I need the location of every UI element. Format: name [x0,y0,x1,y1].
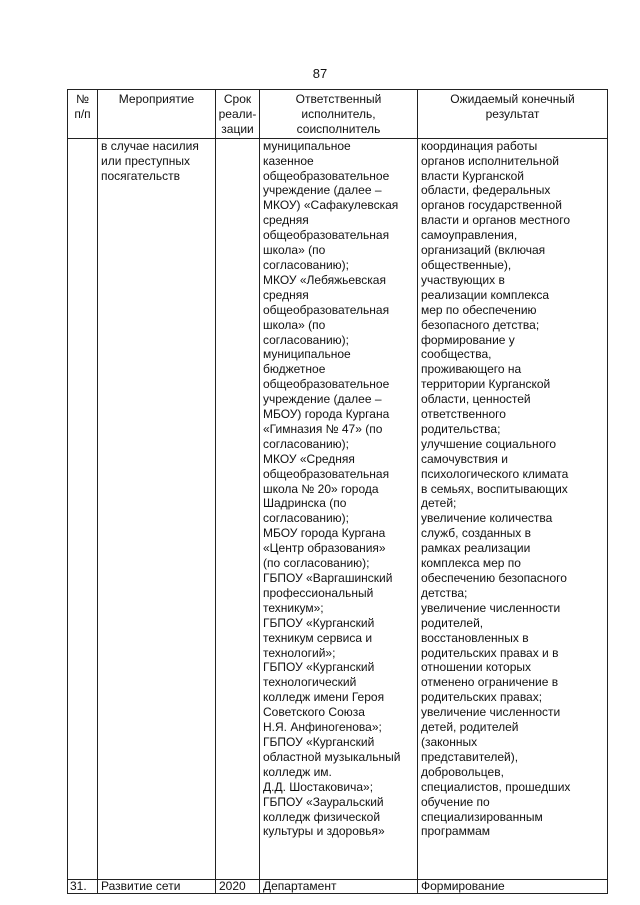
text-line: рамках реализации [421,541,531,556]
text-line: школа» (по [263,243,326,258]
text-line: психологического климата [421,466,569,481]
cell-result: Формирование [418,879,608,893]
text-line: координация работы [421,138,538,153]
text-line: территории Курганской [421,377,551,392]
text-line: (законных [421,734,478,749]
cell-responsible [260,138,418,879]
text-line: специалистов, прошедших [421,779,571,794]
text-line: области, федеральных [421,183,551,198]
text-line: ГБПОУ «Курганский [263,615,375,630]
text-line: восстановленных в [421,630,529,645]
text-line: представителей), [421,749,519,764]
text-line: родителей, [421,615,484,630]
text-line: в семьях, воспитывающих [421,481,568,496]
text-line: профессиональный [263,585,374,600]
measures-table [67,89,608,894]
text-line: детей; [421,496,457,511]
text-line: самочувствия и [421,451,508,466]
text-line: самоуправления, [421,228,518,243]
text-line: общеобразовательная [263,466,390,481]
text-line: МКОУ «Средняя [263,451,355,466]
header-number [68,90,98,139]
text-line: муниципальное [263,138,351,153]
text-line: общеобразовательное [263,377,390,392]
text-line: органов государственной [421,198,562,213]
text-line: культуры и здоровья» [263,824,385,839]
text-line: Шадринска (по [263,496,347,511]
text-line: Ответственный [295,92,382,106]
text-line: ГБПОУ «Курганский [263,660,375,675]
text-line: мер по обеспечению [421,302,537,317]
text-line: техникум»; [263,600,324,615]
text-line: (по согласованию); [263,556,370,571]
text-line: обеспечению безопасного [421,571,567,585]
cell-event: Развитие сети [98,879,216,893]
text-line: добровольцев, [421,764,504,779]
text-line: детей, родителей [421,720,519,735]
text-line: увеличение численности [421,600,561,615]
text-line: Советского Союза [263,705,365,720]
text-line: комплекса мер по [421,556,521,571]
text-line: общественные), [421,257,512,272]
text-line: обучение по [421,794,490,809]
cell-number [68,138,98,879]
text-line: реализации комплекса [421,287,550,302]
table-header-row [68,90,608,139]
header-responsible [260,90,418,139]
text-line: учреждение (далее – [263,392,382,407]
text-line: ответственного [421,407,506,422]
text-line: улучшение социального [421,436,557,451]
text-line: Мероприятие [118,92,195,106]
cell-term: 2020 [216,879,260,893]
text-line: родительских правах и в [421,645,559,660]
text-line: проживающего на [421,362,522,377]
text-line: формирование у [421,332,515,347]
text-line: Срок [223,92,252,106]
text-line: соисполнитель [296,121,381,136]
cell-event [98,138,216,879]
text-line: увеличение численности [421,705,561,720]
text-line: МКОУ) «Сафакулевская [263,198,399,213]
text-line: п/п [74,106,91,121]
text-line: власти и органов местного [421,213,570,228]
text-line: в случае насилия [101,138,199,153]
text-line: специализированным [421,809,543,824]
text-line: казенное [263,153,314,168]
text-line: безопасного детства; [421,317,540,332]
text-line: согласованию); [263,257,349,272]
text-line: результат [485,106,540,121]
header-result [418,90,608,139]
text-line: ГБПОУ «Курганский [263,734,375,749]
text-line: исполнитель, [301,106,376,121]
text-line: № [76,92,89,106]
text-line: увеличение количества [421,511,553,526]
text-line: МБОУ города Кургана [263,526,386,541]
text-line: согласованию); [263,332,349,347]
text-line: школа № 20» города [263,481,379,496]
text-line: согласованию); [263,436,349,451]
text-line: детства; [421,585,468,600]
text-line: или преступных [101,153,190,168]
text-line: отменено ограничение в [421,675,559,690]
text-line: «Центр образования» [263,541,386,556]
text-line: техникум сервиса и [263,630,373,645]
text-line: колледж им. [263,764,332,779]
text-line: общеобразовательная [263,228,390,243]
table-row [68,879,608,893]
text-line: посягательств [101,168,180,183]
text-line: общеобразовательная [263,302,390,317]
text-line: ГБПОУ «Варгашинский [263,571,393,585]
text-line: реали- [218,106,257,121]
text-line: отношении которых [421,660,532,675]
text-line: областной музыкальный [263,749,401,764]
cell-responsible: Департамент [260,879,418,893]
text-line: участвующих в [421,272,505,287]
text-line: организаций (включая [421,243,546,258]
text-line: технологий»; [263,645,336,660]
table-row [68,138,608,879]
cell-number: 31. [68,879,98,893]
text-line: Д.Д. Шостаковича»; [263,779,374,794]
text-line: сообщества, [421,347,492,362]
page-number: 87 [312,66,328,81]
text-line: технологический [263,675,357,690]
text-line: Н.Я. Анфиногенова»; [263,720,382,735]
text-line: бюджетное [263,362,326,377]
text-line: власти Курганской [421,168,525,183]
text-line: средняя [263,287,309,302]
text-line: органов исполнительной [421,153,559,168]
text-line: МКОУ «Лебяжьевская [263,272,386,287]
cell-result [418,138,608,879]
header-event [98,90,216,139]
text-line: родительских правах; [421,690,543,705]
text-line: «Гимназия № 47» (по [263,421,383,436]
text-line: колледж физической [263,809,381,824]
text-line: муниципальное [263,347,351,362]
text-line: школа» (по [263,317,326,332]
text-line: средняя [263,213,309,228]
text-line: программам [421,824,490,839]
header-term [216,90,260,139]
text-line: родительства; [421,421,501,436]
text-line: общеобразовательное [263,168,390,183]
text-line: зации [221,121,254,136]
text-line: служб, созданных в [421,526,532,541]
text-line: согласованию); [263,511,349,526]
text-line: МБОУ) города Кургана [263,407,390,422]
text-line: Ожидаемый конечный [450,92,575,106]
cell-term [216,138,260,879]
text-line: ГБПОУ «Зауральский [263,794,384,809]
text-line: области, ценностей [421,392,531,407]
text-line: учреждение (далее – [263,183,382,198]
text-line: колледж имени Героя [263,690,385,705]
